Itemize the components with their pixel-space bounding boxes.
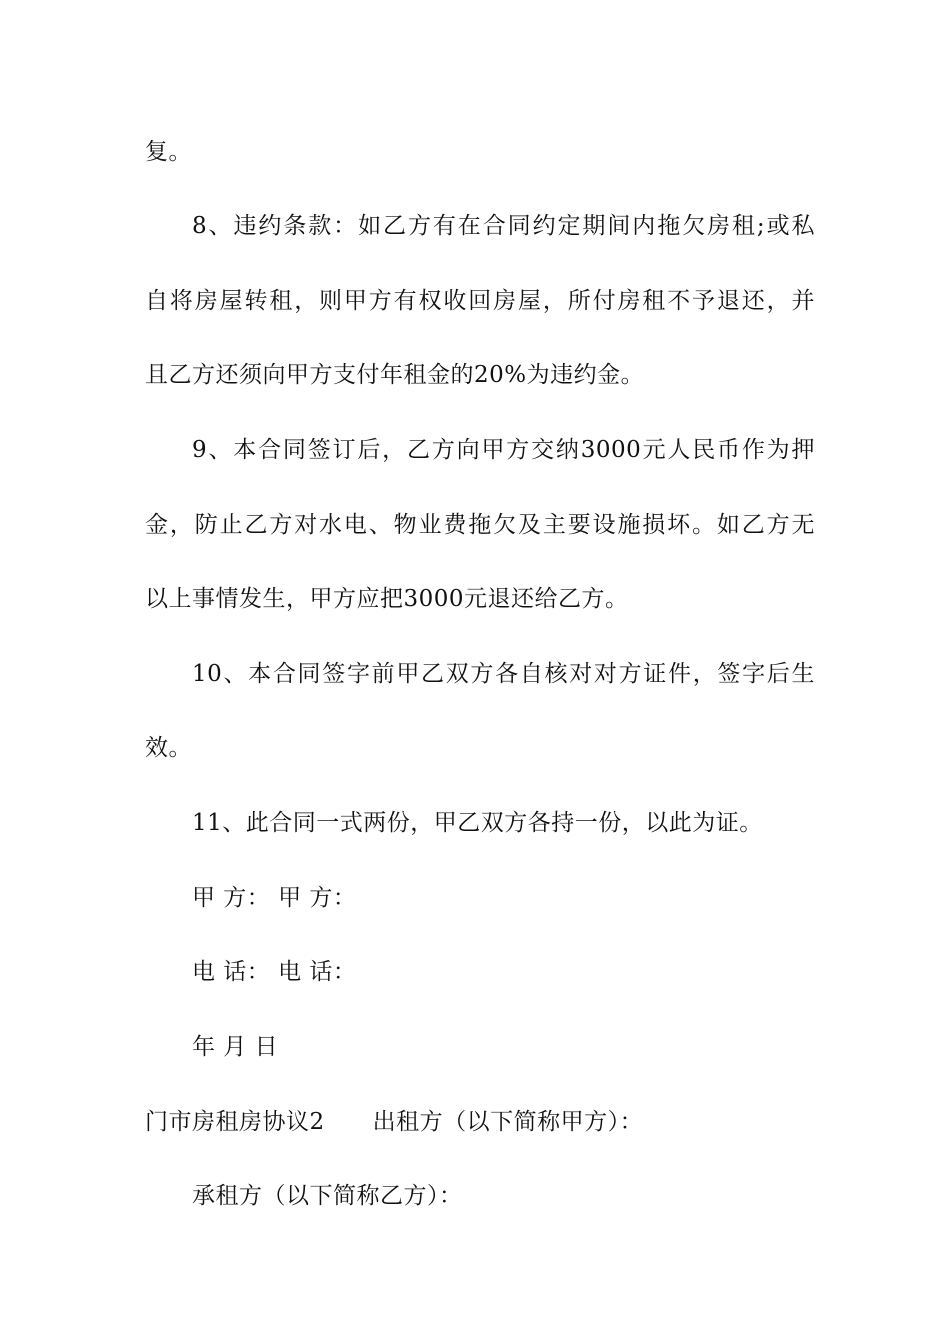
agreement-title: 门市房租房协议2	[145, 1109, 325, 1135]
date-line: 年 月 日	[192, 1034, 279, 1060]
lessor-label: 出租方（以下简称甲方）：	[372, 1109, 644, 1135]
party-signature-line: 甲 方： 甲 方：	[192, 885, 357, 911]
second-agreement-heading	[145, 1107, 815, 1137]
clause-11: 11、此合同一式两份，甲乙双方各持一份，以此为证。	[192, 810, 763, 836]
clause-10: 10、本合同签字前甲乙双方各自核对对方证件，签字后生	[192, 661, 815, 687]
text-line: 效。	[145, 735, 192, 761]
clause-9: 9、本合同签订后，乙方向甲方交纳3000元人民币作为押	[192, 437, 815, 463]
lessee-label: 承租方（以下简称乙方）：	[192, 1183, 463, 1209]
text-line: 自将房屋转租，则甲方有权收回房屋，所付房租不予退还，并	[145, 288, 815, 314]
clause-8: 8、违约条款：如乙方有在合同约定期间内拖欠房租;或私	[192, 213, 815, 239]
text-line: 以上事情发生，甲方应把3000元退还给乙方。	[145, 586, 629, 612]
text-line: 复。	[145, 139, 192, 165]
phone-line: 电 话： 电 话：	[192, 959, 357, 985]
text-line: 且乙方还须向甲方支付年租金的20%为违约金。	[145, 362, 645, 388]
text-line: 金，防止乙方对水电、物业费拖欠及主要设施损坏。如乙方无	[145, 512, 815, 538]
